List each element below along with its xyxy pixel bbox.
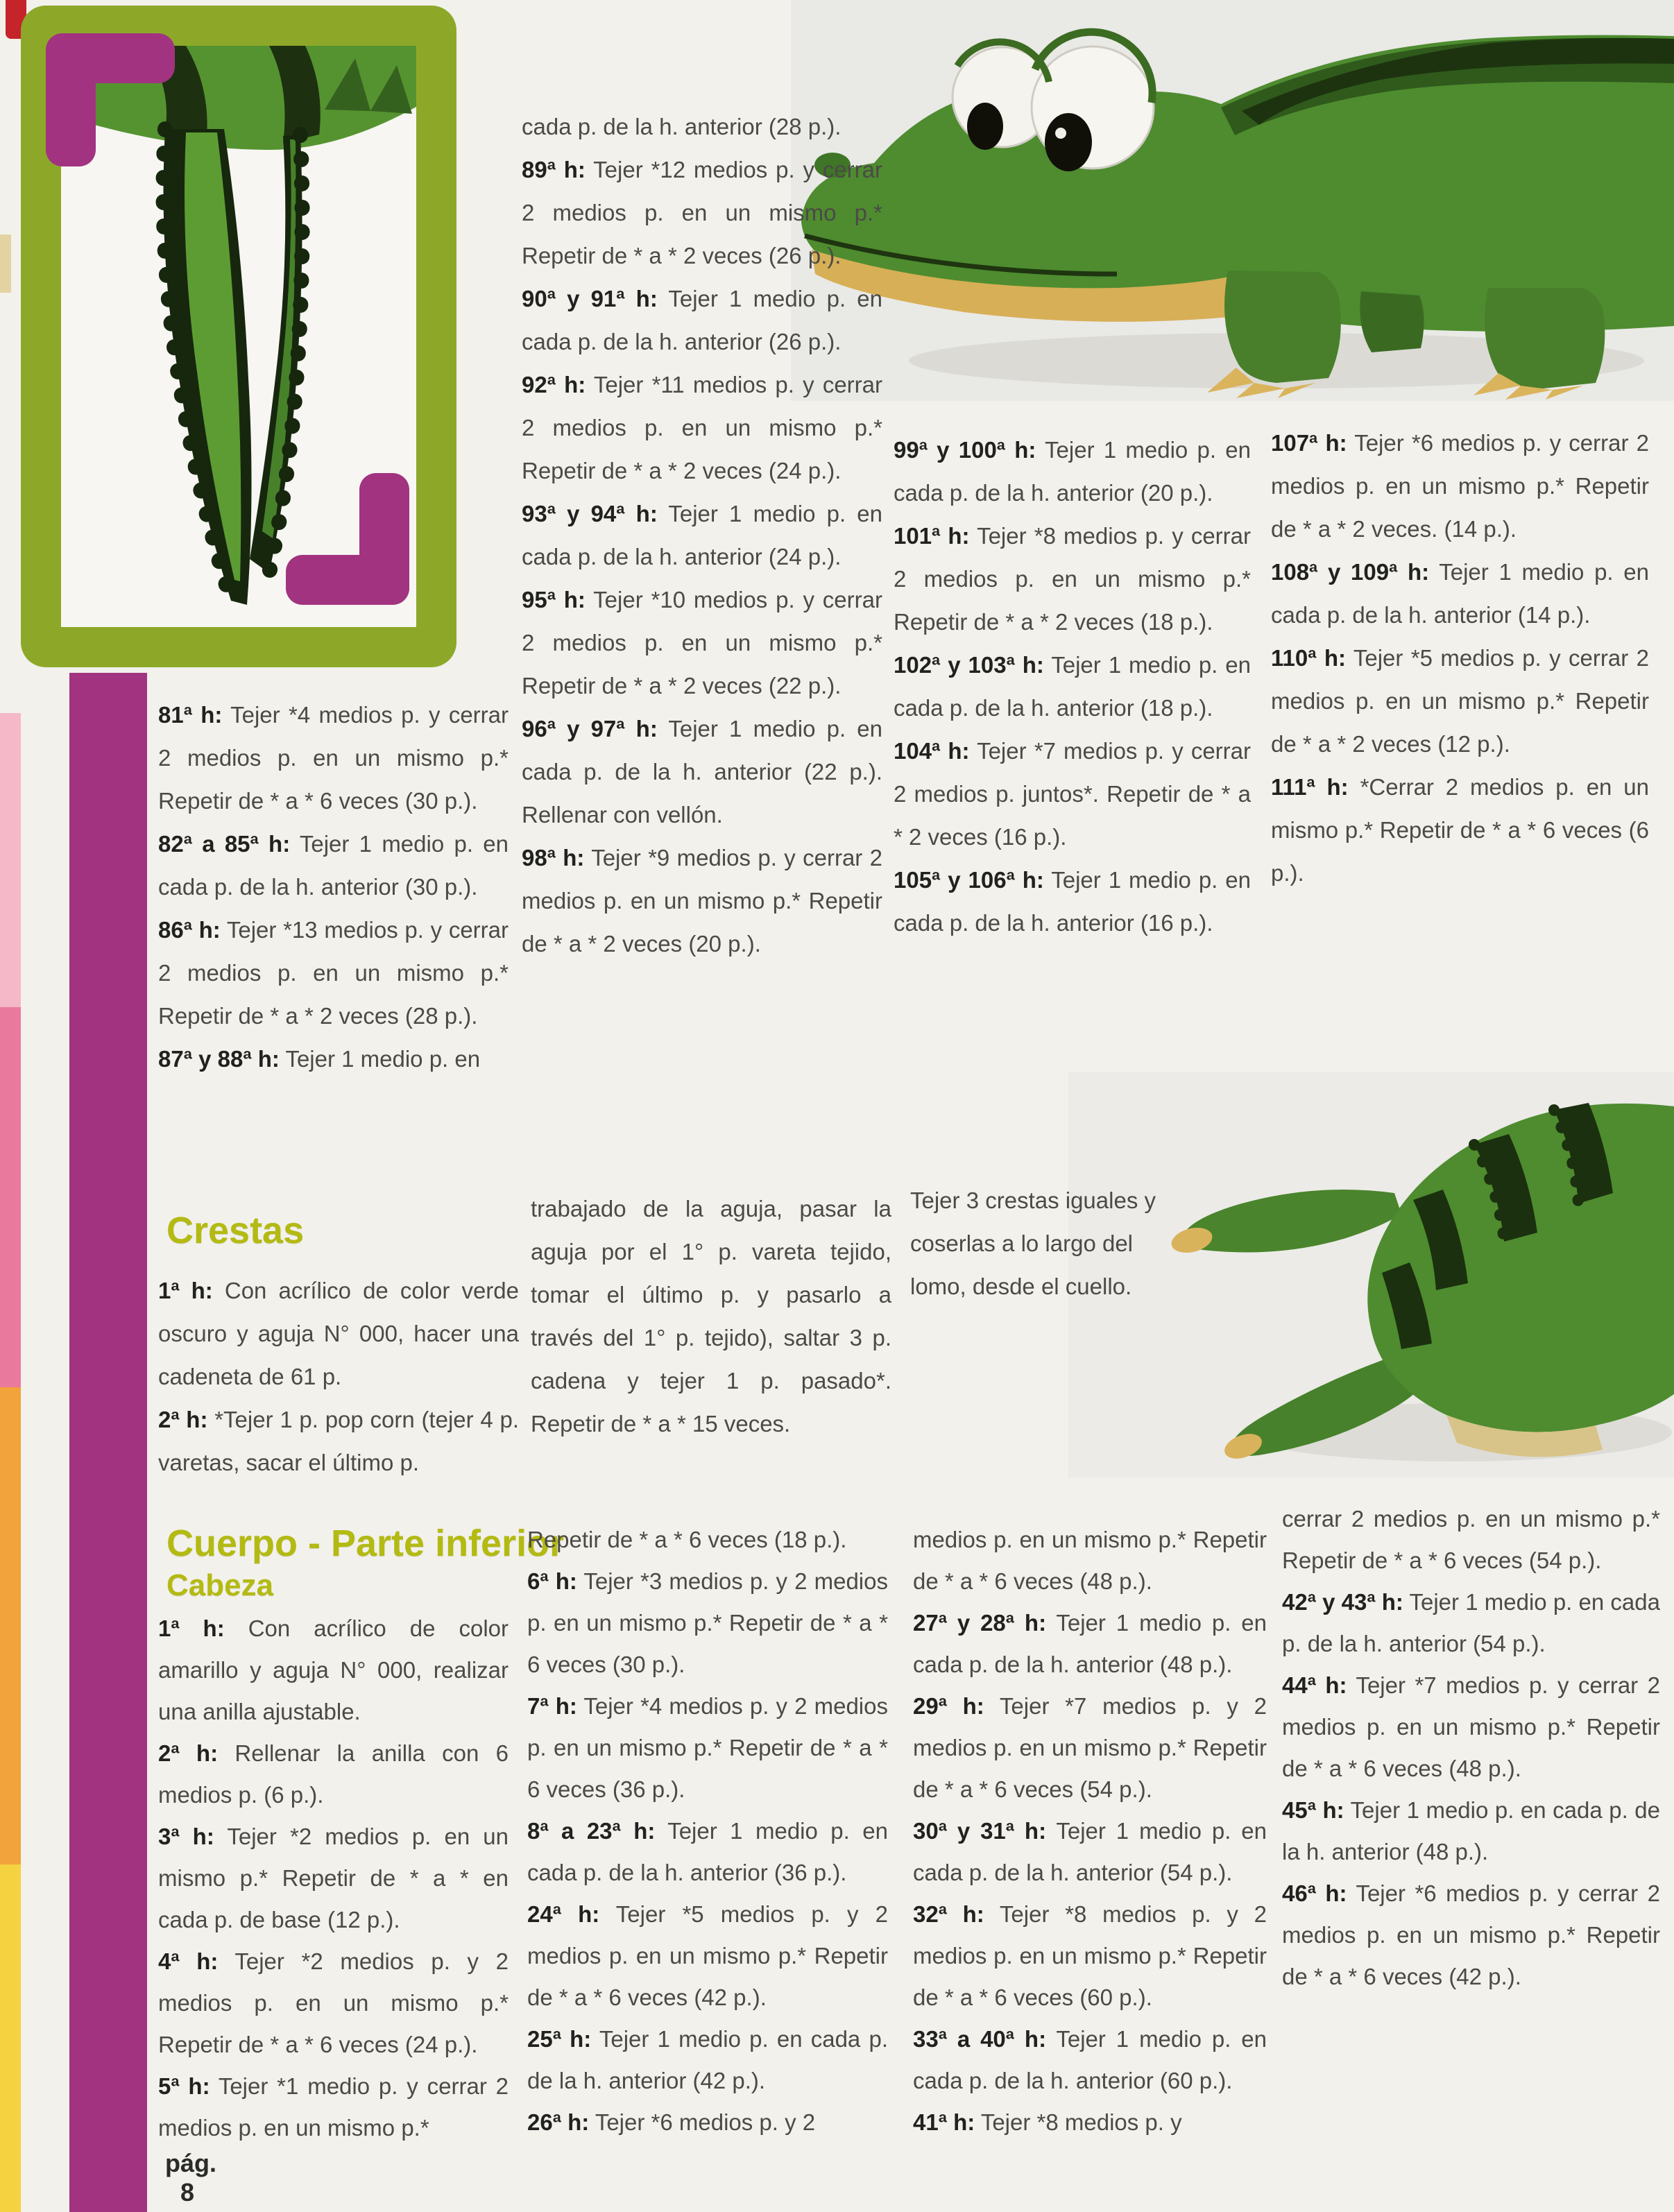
section-title-cuerpo: Cuerpo - Parte inferior: [166, 1523, 565, 1564]
instruction-row: medios p. en un mismo p.* Repetir de * a * 6 veces (48 p.).: [913, 1527, 1267, 1594]
corner-bracket-top-left: [46, 33, 96, 166]
instruction-row: 33ª a 40ª h: Tejer 1 medio p. en cada p. de la h. anterior (60 p.).: [913, 2026, 1267, 2093]
front-leg: [1224, 271, 1341, 383]
upper-leg: [1182, 1190, 1401, 1252]
instruction-row: 32ª h: Tejer *8 medios p. y 2 medios p. en un mismo p.* Repetir de * a * 6 veces (60 p.).: [913, 1901, 1267, 2010]
instruction-row: 4ª h: Tejer *2 medios p. y 2 medios p. en un mismo p.* Repetir de * a * 6 veces (24 p.).: [158, 1948, 509, 2057]
instruction-row: 2ª h: Rellenar la anilla con 6 medios p. (6 p.).: [158, 1740, 509, 1808]
instruction-row: 111ª h: *Cerrar 2 medios p. en un mismo p.* Repetir de * a * 6 veces (6 p.).: [1271, 774, 1650, 886]
instruction-row: 41ª h: Tejer *8 medios p. y: [913, 2109, 1182, 2135]
edge-strip-orange: [0, 1387, 21, 1864]
upper-col4: [1271, 422, 1649, 895]
instruction-row: 99ª y 100ª h: Tejer 1 medio p. en cada p. de la h. anterior (20 p.).: [894, 437, 1251, 506]
instruction-row: 42ª y 43ª h: Tejer 1 medio p. en cada p. de la h. anterior (54 p.).: [1282, 1589, 1660, 1656]
instruction-row: 7ª h: Tejer *4 medios p. y 2 medios p. en un mismo p.* Repetir de * a * 6 veces (36 p.).: [527, 1693, 888, 1802]
crestas-col3: [910, 1179, 1188, 1308]
instruction-row: 82ª a 85ª h: Tejer 1 medio p. en cada p. de la h. anterior (30 p.).: [158, 831, 509, 900]
cuerpo-col4: [1282, 1498, 1660, 1998]
corner-bracket-bottom-right: [359, 473, 409, 605]
cuerpo-col1: [158, 1608, 509, 2149]
section-title-crestas: Crestas: [166, 1210, 305, 1251]
instruction-row: 95ª h: Tejer *10 medios p. y cerrar 2 medios p. en un mismo p.* Repetir de * a * 2 veces (22 p.).: [522, 587, 882, 698]
instruction-row: 30ª y 31ª h: Tejer 1 medio p. en cada p. de la h. anterior (54 p.).: [913, 1818, 1267, 1885]
crocodile-photo-top: [791, 0, 1674, 401]
page-number: 8: [180, 2178, 195, 2206]
instruction-row: Tejer 3 crestas iguales y coserlas a lo largo del lomo, desde el cuello.: [910, 1188, 1156, 1299]
instruction-row: 27ª y 28ª h: Tejer 1 medio p. en cada p. de la h. anterior (48 p.).: [913, 1610, 1267, 1677]
upper-col1: [158, 694, 509, 1081]
crestas-col1: [158, 1269, 519, 1484]
instruction-row: 45ª h: Tejer 1 medio p. en cada p. de la h. anterior (48 p.).: [1282, 1797, 1660, 1864]
page-footer: [165, 2149, 216, 2207]
edge-strip-lightpink: [0, 713, 21, 1007]
instruction-row: 105ª y 106ª h: Tejer 1 medio p. en cada p. de la h. anterior (16 p.).: [894, 867, 1251, 936]
instruction-row: 81ª h: Tejer *4 medios p. y cerrar 2 medios p. en un mismo p.* Repetir de * a * 6 veces (30 p.).: [158, 702, 509, 814]
cuerpo-col2: [527, 1519, 888, 2143]
mid-leg: [1360, 291, 1424, 352]
instruction-row: 1ª h: Con acrílico de color amarillo y aguja N° 000, realizar una anilla ajustable.: [158, 1615, 509, 1724]
instruction-row: 90ª y 91ª h: Tejer 1 medio p. en cada p. de la h. anterior (26 p.).: [522, 286, 882, 354]
instruction-row: cada p. de la h. anterior (28 p.).: [522, 114, 842, 139]
subsection-title-cabeza: Cabeza: [166, 1568, 274, 1602]
instruction-row: Repetir de * a * 6 veces (18 p.).: [527, 1527, 847, 1552]
instruction-row: 8ª a 23ª h: Tejer 1 medio p. en cada p. de la h. anterior (36 p.).: [527, 1818, 888, 1885]
cuerpo-col3: [913, 1519, 1267, 2143]
instruction-row: cerrar 2 medios p. en un mismo p.* Repetir de * a * 6 veces (54 p.).: [1282, 1506, 1660, 1573]
page-label: pág.: [165, 2149, 217, 2177]
edge-strip-pink: [0, 1007, 21, 1387]
instruction-row: 5ª h: Tejer *1 medio p. y cerrar 2 medios p. en un mismo p.*: [158, 2073, 509, 2141]
magenta-band: [69, 673, 147, 2212]
instruction-row: trabajado de la aguja, pasar la aguja por el 1° p. vareta tejido, tomar el último p. y pasarlo a través del 1° p. tejido), saltar 3 p. cadena y tejer 1 p. pasado*. Repetir de * a * 15 veces.: [531, 1196, 891, 1437]
instruction-row: 26ª h: Tejer *6 medios p. y 2: [527, 2109, 816, 2135]
upper-col3: [894, 429, 1251, 945]
instruction-row: 101ª h: Tejer *8 medios p. y cerrar 2 medios p. en un mismo p.* Repetir de * a * 2 veces (18 p.).: [894, 523, 1251, 635]
instruction-row: 92ª h: Tejer *11 medios p. y cerrar 2 medios p. en un mismo p.* Repetir de * a * 2 veces (24 p.).: [522, 372, 882, 483]
crocodile-illustration: [791, 0, 1674, 401]
instruction-row: 25ª h: Tejer 1 medio p. en cada p. de la h. anterior (42 p.).: [527, 2026, 888, 2093]
instruction-row: 87ª y 88ª h: Tejer 1 medio p. en: [158, 1046, 481, 1072]
instruction-row: 86ª h: Tejer *13 medios p. y cerrar 2 medios p. en un mismo p.* Repetir de * a * 2 veces (28 p.).: [158, 917, 509, 1029]
instruction-row: 108ª y 109ª h: Tejer 1 medio p. en cada p. de la h. anterior (14 p.).: [1271, 559, 1649, 628]
instruction-row: 107ª h: Tejer *6 medios p. y cerrar 2 medios p. en un mismo p.* Repetir de * a * 2 veces. (14 p.).: [1271, 430, 1649, 542]
upper-col2: [522, 105, 882, 966]
instruction-row: 6ª h: Tejer *3 medios p. y 2 medios p. en un mismo p.* Repetir de * a * 6 veces (30 p.).: [527, 1568, 888, 1677]
instruction-row: 24ª h: Tejer *5 medios p. y 2 medios p. en un mismo p.* Repetir de * a * 6 veces (42 p.).: [527, 1901, 888, 2010]
instruction-row: 102ª y 103ª h: Tejer 1 medio p. en cada p. de la h. anterior (18 p.).: [894, 652, 1251, 721]
instruction-row: 2ª h: *Tejer 1 p. pop corn (tejer 4 p. varetas, sacar el último p.: [158, 1407, 519, 1475]
body: [1367, 1104, 1674, 1432]
instruction-row: 1ª h: Con acrílico de color verde oscuro y aguja N° 000, hacer una cadeneta de 61 p.: [158, 1278, 519, 1389]
instruction-row: 46ª h: Tejer *6 medios p. y cerrar 2 medios p. en un mismo p.* Repetir de * a * 6 veces (42 p.).: [1282, 1880, 1660, 1989]
instruction-row: 93ª y 94ª h: Tejer 1 medio p. en cada p. de la h. anterior (24 p.).: [522, 501, 882, 569]
instruction-row: 89ª h: Tejer *12 medios p. y cerrar 2 medios p. en un mismo p.* Repetir de * a * 2 veces (26 p.).: [522, 157, 882, 268]
instruction-row: 104ª h: Tejer *7 medios p. y cerrar 2 medios p. juntos*. Repetir de * a * 2 veces (16 p.).: [894, 738, 1251, 850]
crestas-col2: [531, 1188, 891, 1446]
edge-strip-yellow: [0, 1864, 21, 2212]
instruction-row: 98ª h: Tejer *9 medios p. y cerrar 2 medios p. en un mismo p.* Repetir de * a * 2 veces (20 p.).: [522, 845, 882, 957]
edge-strip-cream: [0, 234, 11, 293]
instruction-row: 44ª h: Tejer *7 medios p. y cerrar 2 medios p. en un mismo p.* Repetir de * a * 6 veces (48 p.).: [1282, 1672, 1660, 1781]
instruction-row: 29ª h: Tejer *7 medios p. y 2 medios p. en un mismo p.* Repetir de * a * 6 veces (54 p.).: [913, 1693, 1267, 1802]
hind-leg: [1485, 288, 1605, 388]
instruction-row: 3ª h: Tejer *2 medios p. en un mismo p.* Repetir de * a * en cada p. de base (12 p.).: [158, 1824, 509, 1932]
instruction-row: 96ª y 97ª h: Tejer 1 medio p. en cada p. de la h. anterior (22 p.). Rellenar con vellón.: [522, 716, 882, 828]
instruction-row: 110ª h: Tejer *5 medios p. y cerrar 2 medios p. en un mismo p.* Repetir de * a * 2 veces (12 p.).: [1271, 645, 1649, 757]
